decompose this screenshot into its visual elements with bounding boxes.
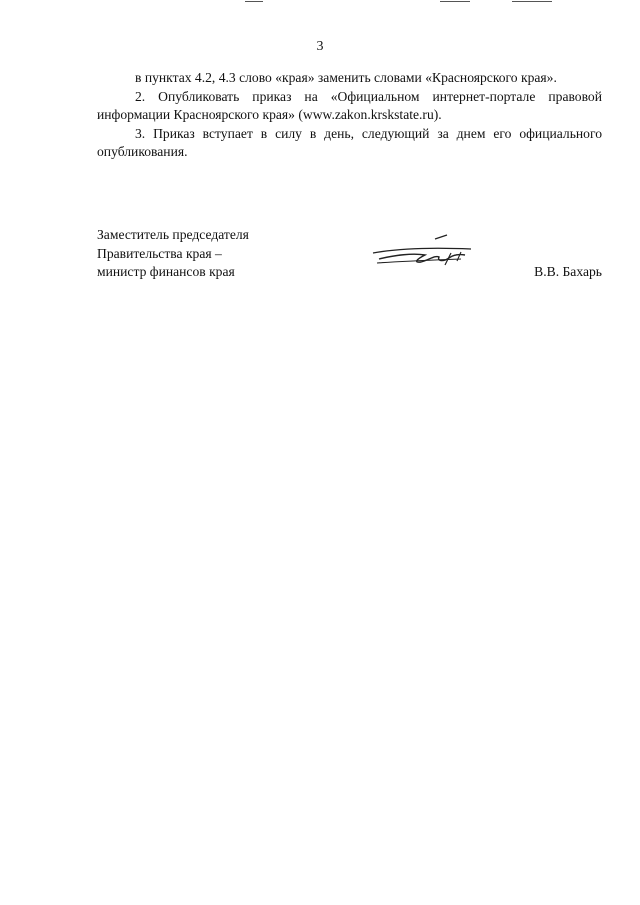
paragraph-publication: 2. Опубликовать приказ на «Официальном интернет-портале правовой информации Красноярского края» (www.zakon.krskstate.ru). [97, 88, 602, 122]
paragraph-effective-date: 3. Приказ вступает в силу в день, следующий за днем его официального опубликования. [97, 125, 602, 159]
position-line-1: Заместитель председателя [97, 227, 249, 242]
document-body [97, 69, 602, 162]
signature-block [97, 226, 602, 286]
position-line-2: Правительства края – [97, 245, 222, 261]
position-line-3: министр финансов края [97, 264, 235, 279]
handwritten-signature-icon [365, 233, 475, 269]
signer-position [97, 226, 249, 282]
page-number: 3 [316, 39, 324, 54]
paragraph-amendment: в пунктах 4.2, 4.3 слово «края» заменить словами «Красноярского края». [135, 70, 557, 85]
scan-edge-marks [0, 0, 640, 6]
signer-name: В.В. Бахарь [534, 264, 602, 279]
